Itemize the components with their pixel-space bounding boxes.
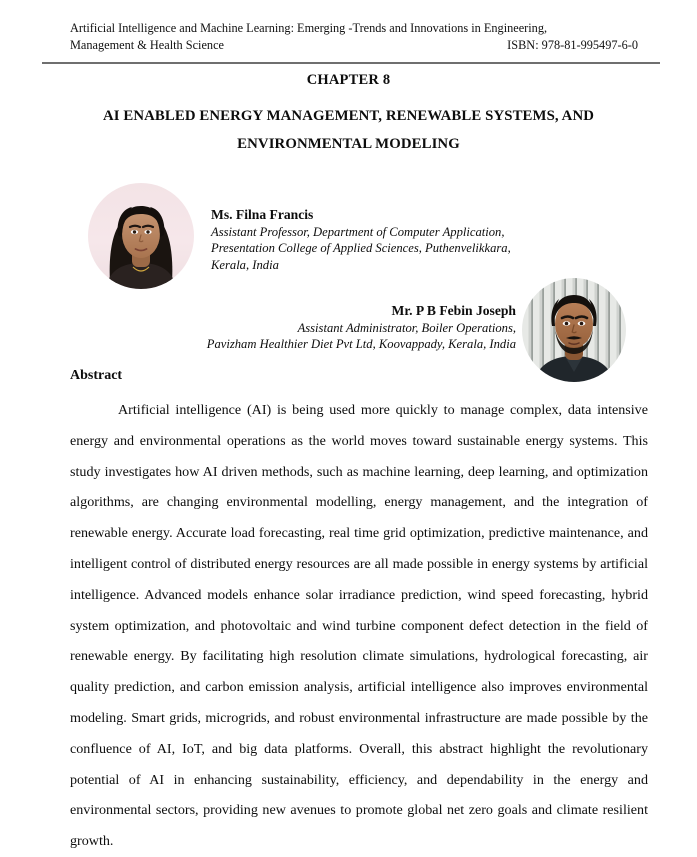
author-block-second	[88, 278, 626, 386]
running-header-book-series: Management & Health Science	[70, 38, 224, 52]
abstract-heading: Abstract	[70, 368, 123, 383]
author-affiliation-line: Presentation College of Applied Sciences, Puthenvelikkara,	[211, 241, 511, 256]
author-photo-filna-francis	[88, 183, 194, 289]
abstract-body-text: Artificial intelligence (AI) is being used more quickly to manage complex, data intensive energy and environmental operations as the world moves toward sustainable energy systems. This study investigates how AI driven methods, such as machine learning, deep learning, and optimization algorithms, are changing environmental modelling, energy management, and the integration of renewable energy. Accurate load forecasting, real time grid optimization, predictive maintenance, and intelligent control of distributed energy resources are all made possible in energy systems by artificial intelligence. Advanced models enhance solar irradiance prediction, wind speed forecasting, hybrid system optimization, and photovoltaic and wind turbine component defect detection in the field of renewable energy. By facilitating high resolution climate simulations, hydrological forecasting, air quality prediction, and carbon emission analysis, artificial intelligence also improves environmental modeling. Smart grids, microgrids, and robust environmental infrastructure are made possible by the confluence of AI, IoT, and big data platforms. Overall, this abstract highlight the revolutionary potential of AI in enhancing sustainability, efficiency, and dependability in the energy and environmental sectors, providing new avenues to promote global net zero goals and climate resilient growth.	[70, 402, 648, 850]
author-photo-febin-joseph	[522, 278, 626, 382]
author-name: Ms. Filna Francis	[211, 207, 314, 222]
running-header-line-1: Artificial Intelligence and Machine Learning: Emerging -Trends and Innovations in Engineering,	[70, 21, 548, 35]
page-title: AI ENABLED ENERGY MANAGEMENT, RENEWABLE SYSTEMS, AND ENVIRONMENTAL MODELING	[102, 108, 595, 152]
header-divider-rule	[42, 62, 660, 64]
author-details-first	[211, 206, 601, 273]
author-affiliation-line: Assistant Administrator, Boiler Operations,	[297, 321, 516, 335]
running-header-line-2	[70, 37, 638, 54]
author-affiliation-line: Pavizham Healthier Diet Pvt Ltd, Koovappady, Kerala, India	[206, 337, 516, 352]
chapter-number: CHAPTER 8	[306, 72, 391, 88]
isbn-text: ISBN: 978-81-995497-6-0	[507, 38, 638, 52]
running-header	[70, 20, 638, 54]
author-affiliation-line: Assistant Professor, Department of Computer Application,	[211, 225, 505, 239]
author-affiliation-line: Kerala, India	[211, 257, 279, 272]
author-details-second	[88, 302, 516, 353]
author-name: Mr. P B Febin Joseph	[391, 303, 516, 318]
